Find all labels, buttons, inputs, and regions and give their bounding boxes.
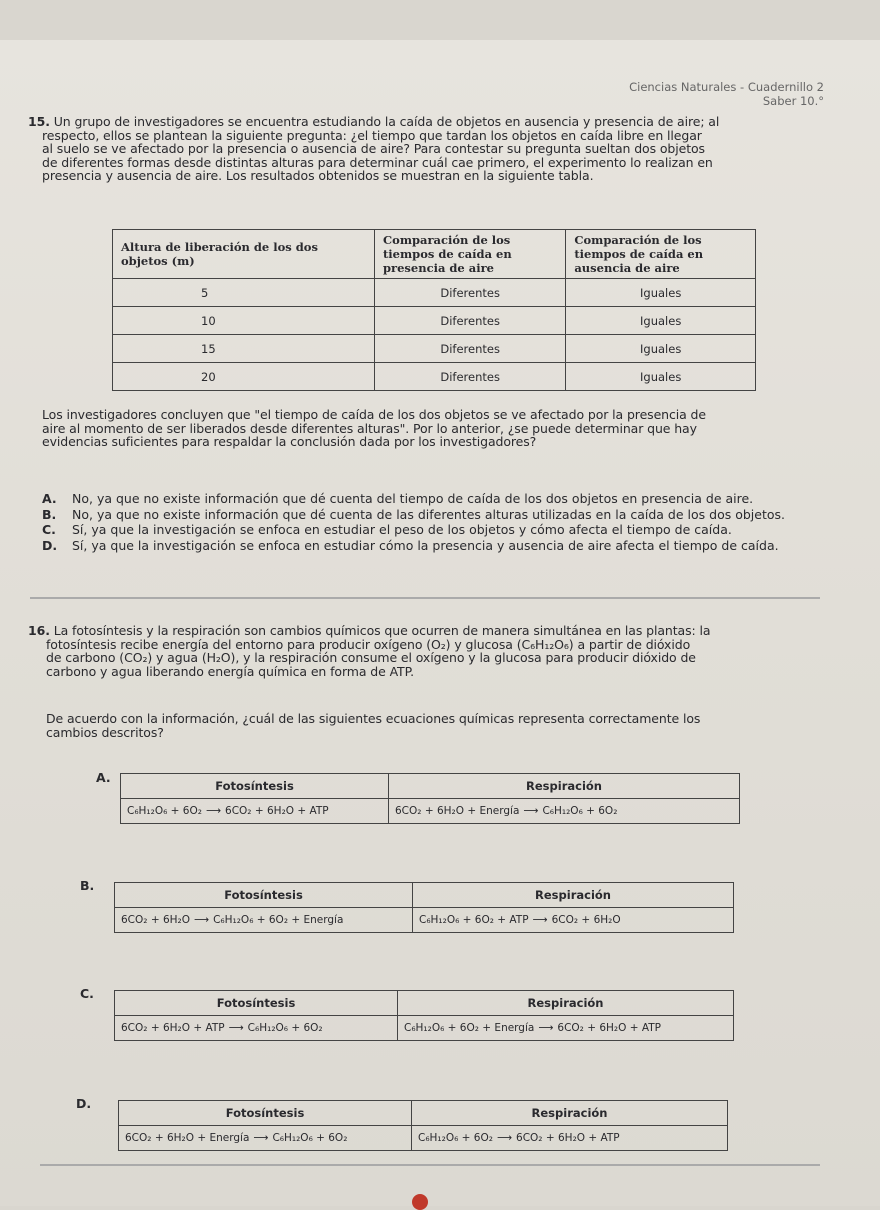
page-marker-icon — [412, 1194, 428, 1210]
q16-question-line: De acuerdo con la información, ¿cuál de las siguientes ecuaciones químicas representa correctamente los — [46, 711, 701, 726]
arrow-icon: ⟶ — [538, 1022, 554, 1034]
cell-height: 5 — [113, 279, 375, 307]
table-header-row — [113, 230, 756, 279]
q15-intro-line: respecto, ellos se plantean la siguiente pregunta: ¿el tiempo que tardan los objetos en caída libre en llegar — [42, 127, 702, 143]
q15-intro-line: Un grupo de investigadores se encuentra estudiando la caída de objetos en ausencia y presencia de aire; al — [53, 114, 720, 129]
option-text: No, ya que no existe información que dé cuenta del tiempo de caída de los dos objetos en presencia de aire. — [72, 491, 754, 506]
eq-products: C₆H₁₂O₆ + 6O₂ — [247, 1022, 323, 1034]
q15-conclusion-line: Los investigadores concluyen que "el tiempo de caída de los dos objetos se ve afectado por la presencia de — [42, 407, 706, 422]
eq-reactants: C₆H₁₂O₆ + 6O₂ + Energía — [404, 1022, 535, 1034]
eq-option-c-table[interactable] — [114, 990, 734, 1041]
cell-with-air: Diferentes — [375, 363, 566, 391]
col-header-with-air: Comparación de los tiempos de caída en presencia de aire — [375, 230, 566, 279]
header-level: Saber 10.° — [762, 94, 824, 108]
question-16-prompt — [46, 712, 836, 739]
results-table — [112, 229, 756, 391]
eq-fotosintesis — [115, 908, 413, 933]
q16-question-line: cambios descritos? — [46, 724, 164, 740]
col-header-without-air: Comparación de los tiempos de caída en ausencia de aire — [566, 230, 756, 279]
q15-intro-line: al suelo se ve afectado por la presencia o ausencia de aire? Para contestar su pregunta sueltan dos objetos — [42, 141, 705, 156]
eq-respiracion — [389, 799, 740, 824]
arrow-icon: ⟶ — [205, 805, 222, 817]
cell-without-air: Iguales — [566, 335, 756, 363]
q15-conclusion-line: evidencias suficientes para respaldar la conclusión dada por los investigadores? — [42, 434, 537, 449]
q16-intro-line: carbono y agua liberando energía química en forma de ATP. — [46, 663, 414, 679]
eq-products: 6CO₂ + 6H₂O + ATP — [225, 805, 329, 817]
eq-reactants: 6CO₂ + 6H₂O + Energía — [395, 805, 520, 817]
option-letter: C. — [42, 522, 56, 537]
eq-products: 6CO₂ + 6H₂O + ATP — [557, 1022, 661, 1034]
question-16-number: 16. — [28, 623, 50, 638]
col-respiracion: Respiración — [413, 883, 734, 908]
eq-reactants: C₆H₁₂O₆ + 6O₂ — [418, 1132, 493, 1144]
question-15-intro — [28, 115, 828, 183]
col-respiracion: Respiración — [389, 774, 740, 799]
eq-reactants: 6CO₂ + 6H₂O + Energía — [125, 1132, 250, 1144]
arrow-icon: ⟶ — [523, 805, 539, 817]
col-respiracion: Respiración — [398, 991, 734, 1016]
eq-reactants: C₆H₁₂O₆ + 6O₂ + ATP — [419, 914, 529, 926]
eq-respiracion — [412, 1126, 728, 1151]
eq-reactants: C₆H₁₂O₆ + 6O₂ — [127, 805, 202, 817]
eq-fotosintesis — [121, 799, 389, 824]
eq-products: C₆H₁₂O₆ + 6O₂ + Energía — [213, 914, 344, 926]
header-subject: Ciencias Naturales - Cuadernillo 2 — [629, 80, 824, 94]
cell-without-air: Iguales — [566, 279, 756, 307]
eq-respiracion — [413, 908, 734, 933]
eq-products: C₆H₁₂O₆ + 6O₂ — [542, 805, 618, 817]
cell-without-air: Iguales — [566, 363, 756, 391]
cell-with-air: Diferentes — [375, 307, 566, 335]
eq-reactants: 6CO₂ + 6H₂O + ATP — [121, 1022, 225, 1034]
table-row — [113, 307, 756, 335]
eq-option-d-label[interactable]: D. — [76, 1096, 92, 1111]
option-b[interactable] — [42, 508, 842, 522]
question-15-conclusion — [42, 408, 832, 449]
cell-with-air: Diferentes — [375, 335, 566, 363]
cell-height: 10 — [113, 307, 375, 335]
cell-height: 20 — [113, 363, 375, 391]
option-text: Sí, ya que la investigación se enfoca en estudiar el peso de los objetos y cómo afecta el tiempo de caída. — [72, 522, 732, 537]
arrow-icon: ⟶ — [194, 914, 210, 926]
section-divider — [30, 597, 820, 599]
eq-option-a-label[interactable]: A. — [96, 770, 111, 785]
arrow-icon: ⟶ — [496, 1132, 513, 1144]
eq-respiracion — [398, 1016, 734, 1041]
eq-option-c-label[interactable]: C. — [80, 986, 94, 1001]
table-row — [113, 335, 756, 363]
eq-option-a-table[interactable] — [120, 773, 740, 824]
col-fotosintesis: Fotosíntesis — [115, 883, 413, 908]
q15-intro-line: presencia y ausencia de aire. Los resultados obtenidos se muestran en la siguiente tabla. — [42, 168, 594, 183]
bottom-divider — [40, 1164, 820, 1166]
table-row — [113, 279, 756, 307]
eq-option-b-table[interactable] — [114, 882, 734, 933]
cell-with-air: Diferentes — [375, 279, 566, 307]
option-letter: B. — [42, 506, 57, 522]
col-fotosintesis: Fotosíntesis — [115, 991, 398, 1016]
question-15-number: 15. — [28, 114, 50, 129]
eq-fotosintesis — [115, 1016, 398, 1041]
option-d[interactable] — [42, 539, 842, 553]
q16-intro-line: de carbono (CO₂) y agua (H₂O), y la respiración consume el oxígeno y la glucosa para producir dióxido de — [46, 650, 696, 665]
table-row — [113, 363, 756, 391]
q16-intro-line: fotosíntesis recibe energía del entorno para producir oxígeno (O₂) y glucosa (C₆H₁₂O₆) a partir de dióxido — [46, 636, 691, 652]
arrow-icon: ⟶ — [253, 1132, 269, 1144]
option-c[interactable] — [42, 523, 842, 537]
eq-products: 6CO₂ + 6H₂O — [551, 914, 621, 926]
option-letter: A. — [42, 491, 57, 506]
page-header — [629, 80, 824, 108]
option-letter: D. — [42, 537, 58, 553]
eq-option-d-table[interactable] — [118, 1100, 728, 1151]
col-respiracion: Respiración — [412, 1101, 728, 1126]
option-a[interactable] — [42, 492, 842, 506]
option-text: Sí, ya que la investigación se enfoca en estudiar cómo la presencia y ausencia de aire afecta el tiempo de caída. — [72, 537, 779, 553]
eq-reactants: 6CO₂ + 6H₂O — [121, 914, 191, 926]
q16-intro-line: La fotosíntesis y la respiración son cambios químicos que ocurren de manera simultánea en las plantas: la — [53, 623, 711, 638]
eq-fotosintesis — [119, 1126, 412, 1151]
question-15-options — [42, 492, 842, 552]
eq-products: C₆H₁₂O₆ + 6O₂ — [272, 1132, 348, 1144]
eq-products: 6CO₂ + 6H₂O + ATP — [516, 1132, 620, 1144]
q15-intro-line: de diferentes formas desde distintas alturas para determinar cuál cae primero, el experimento lo realizan en — [42, 154, 713, 170]
question-16-intro — [28, 624, 828, 678]
option-text: No, ya que no existe información que dé cuenta de las diferentes alturas utilizadas en la caída de los dos objetos. — [72, 506, 785, 522]
q15-conclusion-line: aire al momento de ser liberados desde diferentes alturas". Por lo anterior, ¿se puede determinar que hay — [42, 420, 697, 436]
col-fotosintesis: Fotosíntesis — [119, 1101, 412, 1126]
arrow-icon: ⟶ — [228, 1022, 244, 1034]
col-header-height: Altura de liberación de los dos objetos (m) — [113, 230, 375, 279]
cell-without-air: Iguales — [566, 307, 756, 335]
eq-option-b-label[interactable]: B. — [80, 878, 95, 893]
arrow-icon: ⟶ — [532, 914, 548, 926]
cell-height: 15 — [113, 335, 375, 363]
col-fotosintesis: Fotosíntesis — [121, 774, 389, 799]
